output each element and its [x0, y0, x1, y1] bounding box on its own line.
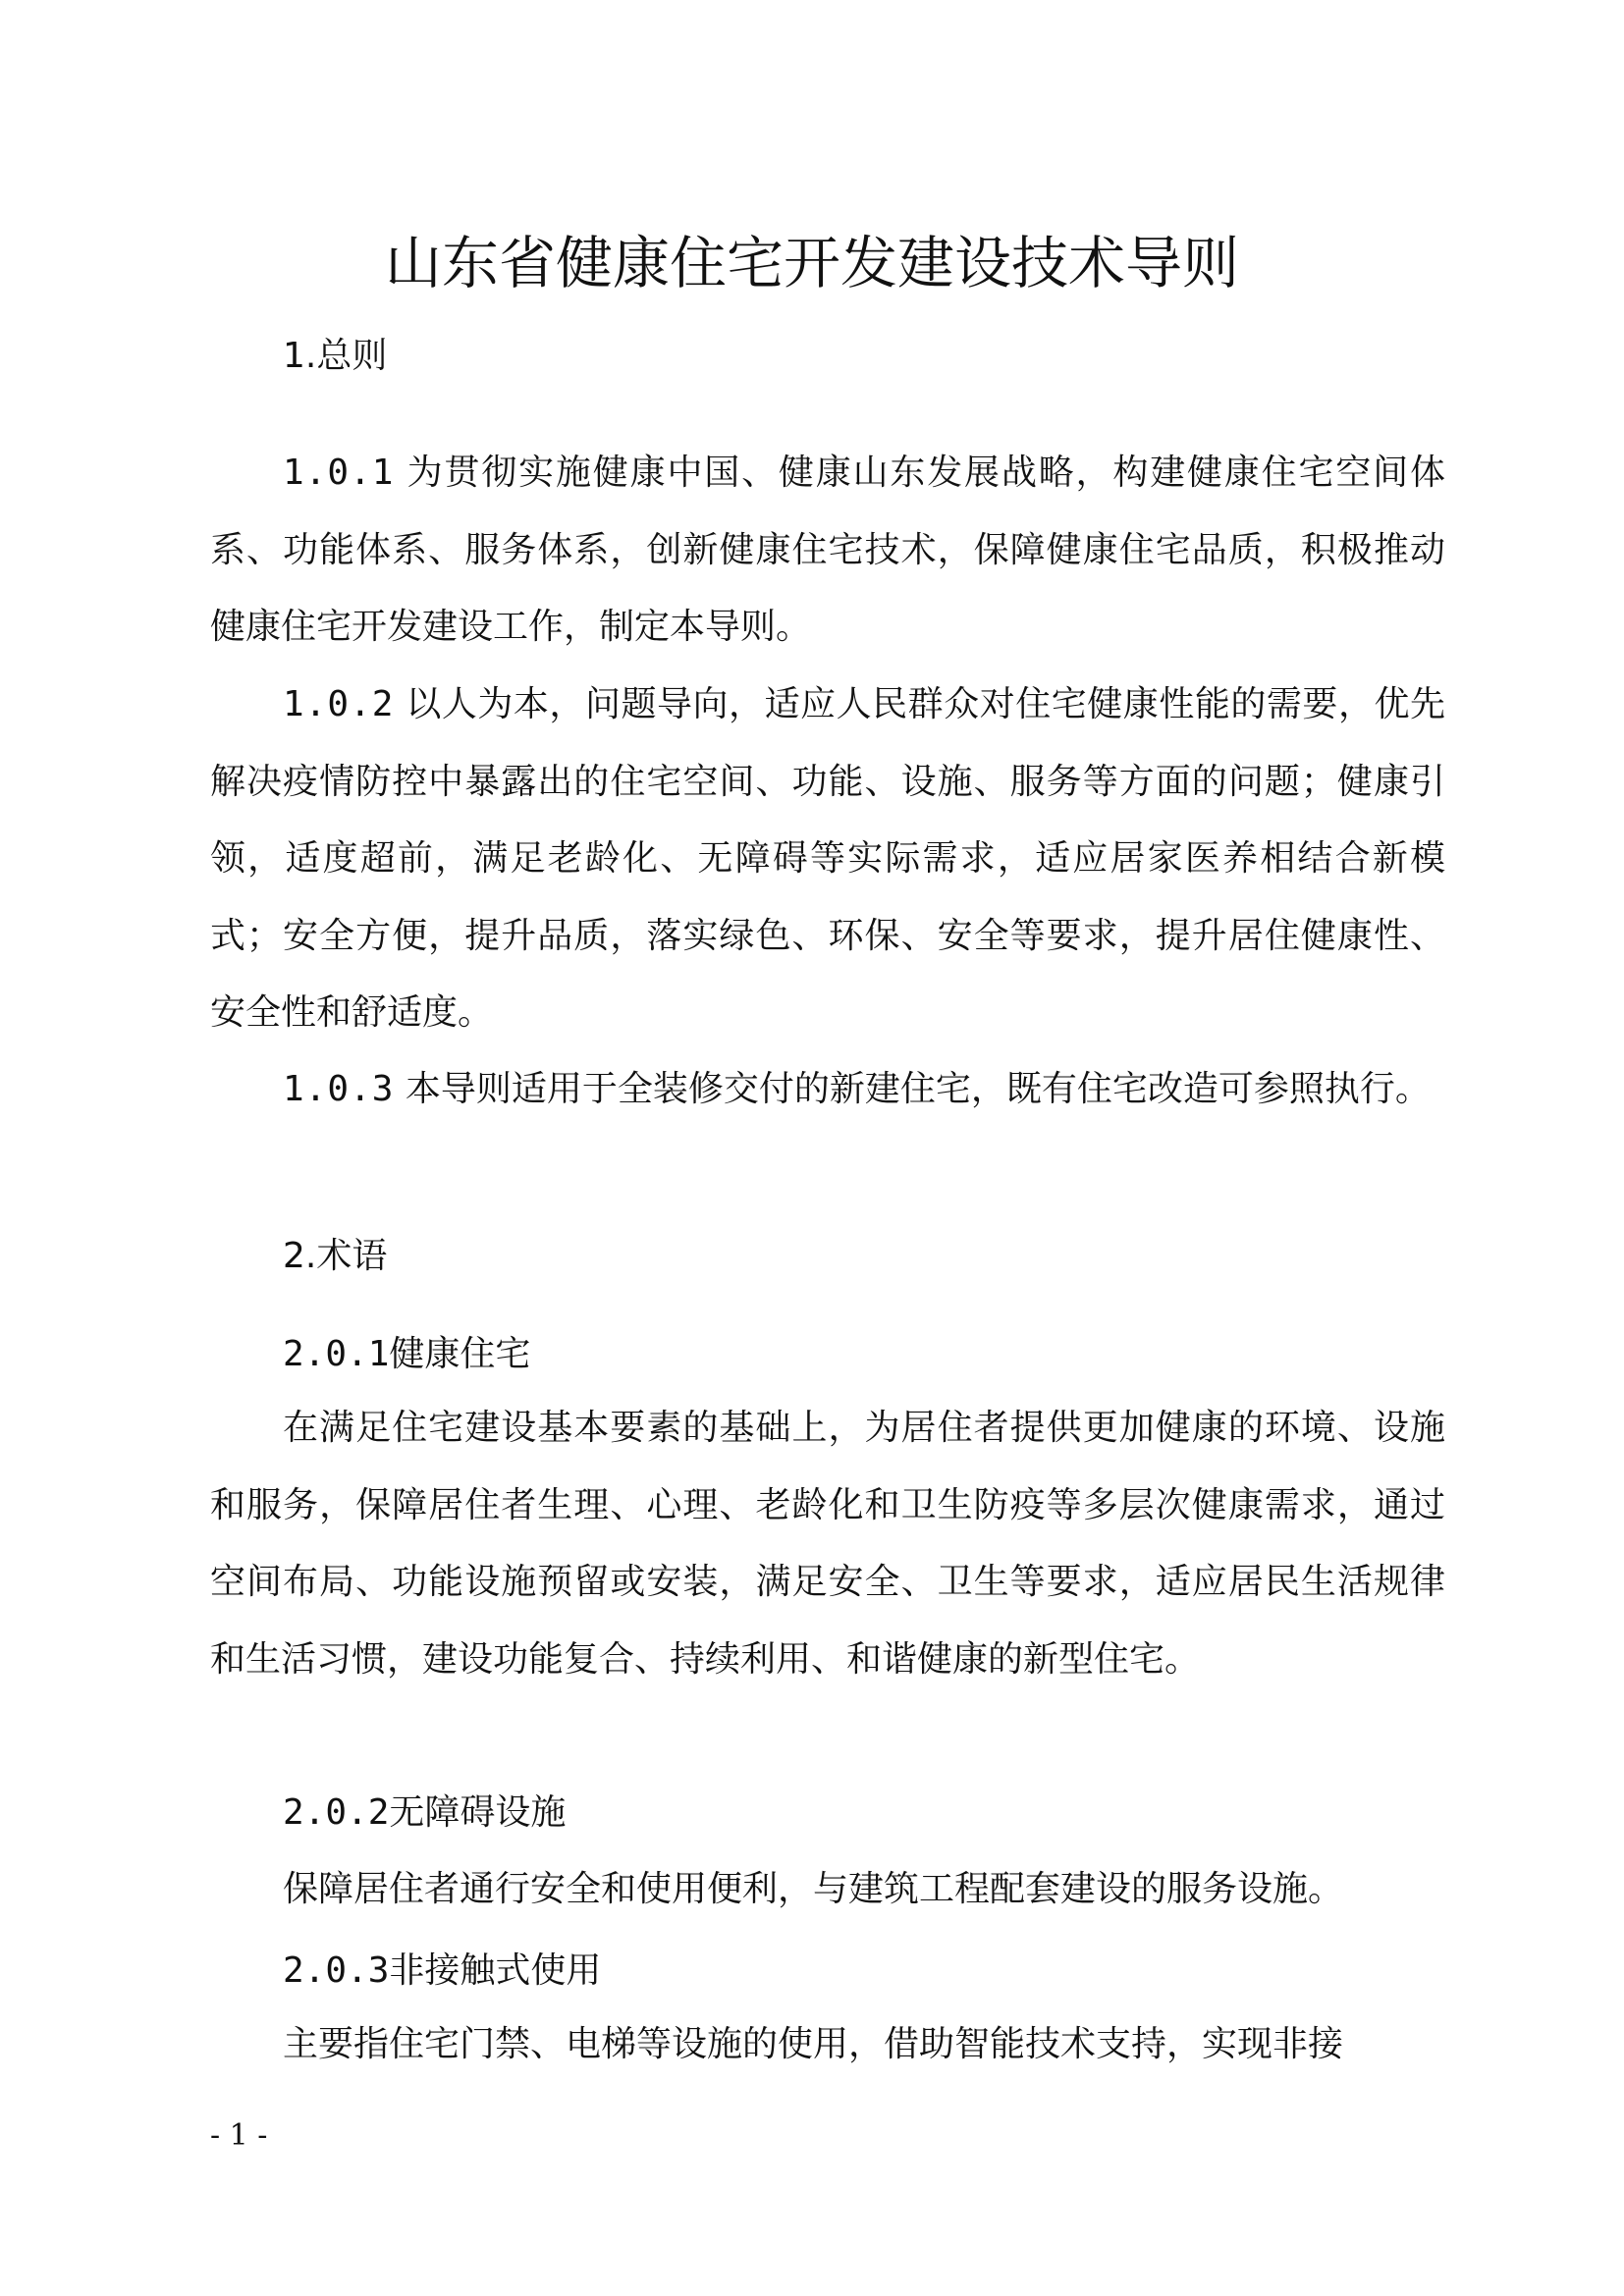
clause-text: 本导则适用于全装修交付的新建住宅，既有住宅改造可参照执行。: [394, 1069, 1431, 1109]
section-heading-terms: 2.术语: [283, 1236, 388, 1276]
page-number: - 1 -: [210, 2118, 268, 2153]
term-heading-2-0-1: [283, 1330, 530, 1379]
term-label: 非接触式使用: [389, 1950, 602, 1991]
term-number: 2.0.3: [283, 1950, 390, 1991]
clause-1-0-3: [210, 1051, 1445, 1129]
term-definition-2-0-3: 主要指住宅门禁、电梯等设施的使用，借助智能技术支持，实现非接: [283, 2024, 1344, 2064]
term-number: 2.0.1: [283, 1334, 390, 1374]
document-title: 山东省健康住宅开发建设技术导则: [384, 230, 1239, 296]
term-heading-2-0-2: [283, 1789, 566, 1838]
clause-1-0-1: [210, 435, 1445, 667]
clause-text: 以人为本，问题导向，适应人民群众对住宅健康性能的需要，优先解决疫情防控中暴露出的住宅空间、功能、设施、服务等方面的问题；健康引领，适度超前，满足老龄化、无障碍等实际需求，适应居家医养相结合新模式；安全方便，提升品质，落实绿色、环保、安全等要求，提升居住健康性、安全性和舒适度。: [210, 684, 1445, 1033]
clause-number: 1.0.1: [283, 453, 395, 493]
clause-number: 1.0.3: [283, 1069, 395, 1109]
term-definition-2-0-2: 保障居住者通行安全和使用便利，与建筑工程配套建设的服务设施。: [283, 1869, 1344, 1909]
term-heading-2-0-3: [283, 1947, 601, 1996]
clause-1-0-2: [210, 667, 1445, 1052]
section-heading-general: 1.总则: [283, 336, 388, 376]
term-label: 无障碍设施: [389, 1792, 567, 1833]
clause-number: 1.0.2: [283, 684, 395, 724]
term-label: 健康住宅: [389, 1334, 531, 1374]
clause-text: 为贯彻实施健康中国、健康山东发展战略，构建健康住宅空间体系、功能体系、服务体系，创新健康住宅技术，保障健康住宅品质，积极推动健康住宅开发建设工作，制定本导则。: [210, 453, 1445, 647]
term-definition-2-0-1: 在满足住宅建设基本要素的基础上，为居住者提供更加健康的环境、设施和服务，保障居住者生理、心理、老龄化和卫生防疫等多层次健康需求，通过空间布局、功能设施预留或安装，满足安全、卫生等要求，适应居民生活规律和生活习惯，建设功能复合、持续利用、和谐健康的新型住宅。: [210, 1408, 1445, 1680]
term-number: 2.0.2: [283, 1792, 390, 1833]
